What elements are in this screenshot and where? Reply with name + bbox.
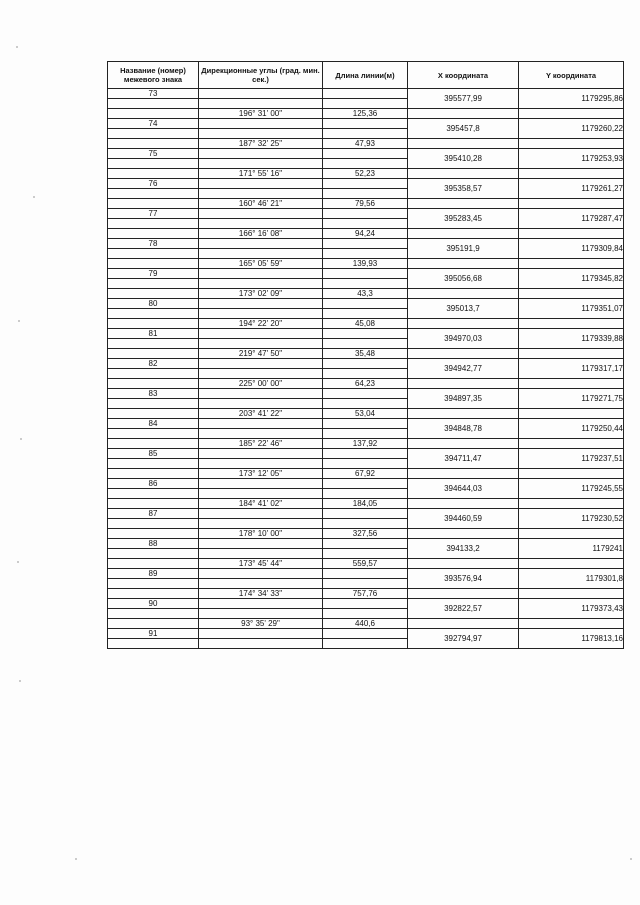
empty-y-cell <box>519 469 624 479</box>
empty-name-cell <box>108 579 199 589</box>
x-coordinate: 395283,45 <box>408 209 519 229</box>
x-coordinate: 394848,78 <box>408 419 519 439</box>
empty-name-cell <box>108 129 199 139</box>
line-length: 64,23 <box>323 379 408 389</box>
point-name: 77 <box>108 209 199 219</box>
empty-length-cell <box>323 369 408 379</box>
x-coordinate: 392794,97 <box>408 629 519 649</box>
header-direction-angle: Дирекционные углы (град. мин. сек.) <box>199 62 323 89</box>
empty-name-cell <box>108 169 199 179</box>
empty-angle-cell <box>199 639 323 649</box>
empty-angle-cell <box>199 299 323 309</box>
empty-length-cell <box>323 519 408 529</box>
empty-length-cell <box>323 329 408 339</box>
y-coordinate: 1179339,88 <box>519 329 624 349</box>
line-length: 440,6 <box>323 619 408 629</box>
direction-angle: 160° 46' 21" <box>199 199 323 209</box>
empty-y-cell <box>519 199 624 209</box>
empty-x-cell <box>408 169 519 179</box>
y-coordinate: 1179261,27 <box>519 179 624 199</box>
empty-name-cell <box>108 469 199 479</box>
point-name: 78 <box>108 239 199 249</box>
empty-y-cell <box>519 229 624 239</box>
empty-name-cell <box>108 549 199 559</box>
empty-y-cell <box>519 409 624 419</box>
segment-row <box>108 499 624 509</box>
x-coordinate: 395191,9 <box>408 239 519 259</box>
empty-angle-cell <box>199 599 323 609</box>
empty-name-cell <box>108 289 199 299</box>
empty-angle-cell <box>199 359 323 369</box>
empty-angle-cell <box>199 239 323 249</box>
empty-name-cell <box>108 249 199 259</box>
empty-y-cell <box>519 589 624 599</box>
empty-name-cell <box>108 139 199 149</box>
segment-row <box>108 559 624 569</box>
direction-angle: 203° 41' 22" <box>199 409 323 419</box>
empty-name-cell <box>108 529 199 539</box>
segment-row <box>108 469 624 479</box>
segment-row <box>108 319 624 329</box>
x-coordinate: 394460,59 <box>408 509 519 529</box>
empty-angle-cell <box>199 609 323 619</box>
empty-length-cell <box>323 219 408 229</box>
empty-angle-cell <box>199 489 323 499</box>
point-name: 76 <box>108 179 199 189</box>
point-row <box>108 539 624 549</box>
empty-length-cell <box>323 449 408 459</box>
empty-angle-cell <box>199 159 323 169</box>
x-coordinate: 395358,57 <box>408 179 519 199</box>
empty-angle-cell <box>199 579 323 589</box>
empty-length-cell <box>323 489 408 499</box>
direction-angle: 174° 34' 33" <box>199 589 323 599</box>
header-line-length: Длина линии(м) <box>323 62 408 89</box>
point-name: 83 <box>108 389 199 399</box>
line-length: 52,23 <box>323 169 408 179</box>
empty-name-cell <box>108 459 199 469</box>
empty-length-cell <box>323 429 408 439</box>
x-coordinate: 395457,8 <box>408 119 519 139</box>
empty-angle-cell <box>199 89 323 99</box>
empty-x-cell <box>408 139 519 149</box>
y-coordinate: 1179309,84 <box>519 239 624 259</box>
empty-x-cell <box>408 469 519 479</box>
empty-length-cell <box>323 309 408 319</box>
empty-length-cell <box>323 89 408 99</box>
empty-name-cell <box>108 439 199 449</box>
empty-y-cell <box>519 259 624 269</box>
direction-angle: 178° 10' 00" <box>199 529 323 539</box>
empty-x-cell <box>408 349 519 359</box>
y-coordinate: 1179287,47 <box>519 209 624 229</box>
line-length: 137,92 <box>323 439 408 449</box>
x-coordinate: 394897,35 <box>408 389 519 409</box>
empty-angle-cell <box>199 149 323 159</box>
point-row <box>108 449 624 459</box>
empty-length-cell <box>323 269 408 279</box>
empty-x-cell <box>408 319 519 329</box>
empty-name-cell <box>108 559 199 569</box>
empty-angle-cell <box>199 449 323 459</box>
direction-angle: 173° 45' 44" <box>199 559 323 569</box>
segment-row <box>108 619 624 629</box>
point-row <box>108 509 624 519</box>
direction-angle: 185° 22' 46" <box>199 439 323 449</box>
point-name: 79 <box>108 269 199 279</box>
empty-angle-cell <box>199 549 323 559</box>
empty-angle-cell <box>199 479 323 489</box>
empty-name-cell <box>108 489 199 499</box>
point-name: 75 <box>108 149 199 159</box>
empty-name-cell <box>108 349 199 359</box>
empty-angle-cell <box>199 99 323 109</box>
segment-row <box>108 109 624 119</box>
empty-x-cell <box>408 589 519 599</box>
empty-angle-cell <box>199 369 323 379</box>
point-row <box>108 149 624 159</box>
empty-length-cell <box>323 189 408 199</box>
point-row <box>108 359 624 369</box>
empty-angle-cell <box>199 329 323 339</box>
line-length: 559,57 <box>323 559 408 569</box>
empty-y-cell <box>519 349 624 359</box>
segment-row <box>108 229 624 239</box>
empty-name-cell <box>108 519 199 529</box>
empty-x-cell <box>408 499 519 509</box>
x-coordinate: 394133,2 <box>408 539 519 559</box>
empty-length-cell <box>323 389 408 399</box>
empty-length-cell <box>323 149 408 159</box>
empty-x-cell <box>408 289 519 299</box>
empty-name-cell <box>108 339 199 349</box>
empty-angle-cell <box>199 179 323 189</box>
y-coordinate: 1179237,51 <box>519 449 624 469</box>
point-name: 74 <box>108 119 199 129</box>
y-coordinate: 1179301,8 <box>519 569 624 589</box>
empty-length-cell <box>323 339 408 349</box>
empty-name-cell <box>108 159 199 169</box>
x-coordinate: 394644,03 <box>408 479 519 499</box>
y-coordinate: 1179260,22 <box>519 119 624 139</box>
point-row <box>108 89 624 99</box>
x-coordinate: 394711,47 <box>408 449 519 469</box>
empty-angle-cell <box>199 339 323 349</box>
empty-name-cell <box>108 369 199 379</box>
empty-x-cell <box>408 559 519 569</box>
y-coordinate: 1179271,75 <box>519 389 624 409</box>
empty-length-cell <box>323 159 408 169</box>
empty-angle-cell <box>199 309 323 319</box>
point-row <box>108 599 624 609</box>
header-y-coordinate: Y координата <box>519 62 624 89</box>
empty-angle-cell <box>199 419 323 429</box>
empty-length-cell <box>323 579 408 589</box>
empty-length-cell <box>323 99 408 109</box>
x-coordinate: 392822,57 <box>408 599 519 619</box>
empty-name-cell <box>108 619 199 629</box>
point-name: 87 <box>108 509 199 519</box>
empty-y-cell <box>519 529 624 539</box>
segment-row <box>108 289 624 299</box>
segment-row <box>108 529 624 539</box>
empty-angle-cell <box>199 129 323 139</box>
segment-row <box>108 379 624 389</box>
empty-name-cell <box>108 189 199 199</box>
point-row <box>108 329 624 339</box>
empty-length-cell <box>323 479 408 489</box>
y-coordinate: 1179245,55 <box>519 479 624 499</box>
direction-angle: 165° 05' 59" <box>199 259 323 269</box>
x-coordinate: 394970,03 <box>408 329 519 349</box>
empty-length-cell <box>323 239 408 249</box>
empty-length-cell <box>323 249 408 259</box>
empty-name-cell <box>108 259 199 269</box>
y-coordinate: 1179317,17 <box>519 359 624 379</box>
empty-angle-cell <box>199 399 323 409</box>
segment-row <box>108 409 624 419</box>
table-body <box>108 89 624 649</box>
empty-length-cell <box>323 299 408 309</box>
y-coordinate: 1179345,82 <box>519 269 624 289</box>
empty-y-cell <box>519 109 624 119</box>
point-name: 91 <box>108 629 199 639</box>
x-coordinate: 395577,99 <box>408 89 519 109</box>
x-coordinate: 395013,7 <box>408 299 519 319</box>
empty-name-cell <box>108 409 199 419</box>
point-name: 82 <box>108 359 199 369</box>
empty-y-cell <box>519 499 624 509</box>
empty-x-cell <box>408 379 519 389</box>
segment-row <box>108 169 624 179</box>
empty-name-cell <box>108 219 199 229</box>
empty-angle-cell <box>199 569 323 579</box>
empty-name-cell <box>108 109 199 119</box>
empty-length-cell <box>323 179 408 189</box>
point-row <box>108 569 624 579</box>
empty-y-cell <box>519 379 624 389</box>
direction-angle: 93° 35' 29" <box>199 619 323 629</box>
point-row <box>108 239 624 249</box>
line-length: 45,08 <box>323 319 408 329</box>
empty-length-cell <box>323 509 408 519</box>
line-length: 53,04 <box>323 409 408 419</box>
empty-length-cell <box>323 129 408 139</box>
direction-angle: 184° 41' 02" <box>199 499 323 509</box>
empty-angle-cell <box>199 249 323 259</box>
x-coordinate: 395056,68 <box>408 269 519 289</box>
y-coordinate: 1179230,52 <box>519 509 624 529</box>
x-coordinate: 394942,77 <box>408 359 519 379</box>
empty-name-cell <box>108 639 199 649</box>
direction-angle: 219° 47' 50" <box>199 349 323 359</box>
line-length: 43,3 <box>323 289 408 299</box>
point-row <box>108 209 624 219</box>
empty-y-cell <box>519 559 624 569</box>
empty-angle-cell <box>199 219 323 229</box>
empty-angle-cell <box>199 269 323 279</box>
boundary-coordinates-table <box>107 61 624 649</box>
empty-y-cell <box>519 319 624 329</box>
empty-length-cell <box>323 209 408 219</box>
line-length: 757,76 <box>323 589 408 599</box>
empty-y-cell <box>519 439 624 449</box>
line-length: 327,56 <box>323 529 408 539</box>
empty-length-cell <box>323 599 408 609</box>
segment-row <box>108 439 624 449</box>
point-name: 85 <box>108 449 199 459</box>
empty-angle-cell <box>199 209 323 219</box>
empty-angle-cell <box>199 509 323 519</box>
segment-row <box>108 199 624 209</box>
point-row <box>108 269 624 279</box>
empty-name-cell <box>108 499 199 509</box>
empty-length-cell <box>323 459 408 469</box>
direction-angle: 196° 31' 00" <box>199 109 323 119</box>
line-length: 139,93 <box>323 259 408 269</box>
point-name: 84 <box>108 419 199 429</box>
empty-length-cell <box>323 629 408 639</box>
segment-row <box>108 589 624 599</box>
point-row <box>108 299 624 309</box>
empty-angle-cell <box>199 189 323 199</box>
empty-length-cell <box>323 399 408 409</box>
y-coordinate: 1179253,93 <box>519 149 624 169</box>
point-row <box>108 119 624 129</box>
empty-name-cell <box>108 199 199 209</box>
empty-length-cell <box>323 569 408 579</box>
line-length: 35,48 <box>323 349 408 359</box>
empty-length-cell <box>323 119 408 129</box>
direction-angle: 225° 00' 00" <box>199 379 323 389</box>
empty-angle-cell <box>199 539 323 549</box>
empty-length-cell <box>323 609 408 619</box>
x-coordinate: 395410,28 <box>408 149 519 169</box>
empty-name-cell <box>108 429 199 439</box>
y-coordinate: 1179373,43 <box>519 599 624 619</box>
empty-y-cell <box>519 289 624 299</box>
empty-name-cell <box>108 379 199 389</box>
y-coordinate: 1179813,16 <box>519 629 624 649</box>
point-name: 90 <box>108 599 199 609</box>
line-length: 125,36 <box>323 109 408 119</box>
y-coordinate: 1179295,86 <box>519 89 624 109</box>
empty-name-cell <box>108 309 199 319</box>
empty-name-cell <box>108 609 199 619</box>
point-name: 88 <box>108 539 199 549</box>
empty-angle-cell <box>199 429 323 439</box>
empty-angle-cell <box>199 279 323 289</box>
empty-name-cell <box>108 229 199 239</box>
empty-angle-cell <box>199 389 323 399</box>
empty-x-cell <box>408 529 519 539</box>
empty-length-cell <box>323 279 408 289</box>
direction-angle: 187° 32' 25" <box>199 139 323 149</box>
direction-angle: 171° 55' 16" <box>199 169 323 179</box>
empty-y-cell <box>519 619 624 629</box>
segment-row <box>108 259 624 269</box>
empty-name-cell <box>108 589 199 599</box>
table-header-row <box>108 62 624 89</box>
y-coordinate: 1179250,44 <box>519 419 624 439</box>
direction-angle: 173° 02' 09" <box>199 289 323 299</box>
direction-angle: 166° 16' 08" <box>199 229 323 239</box>
empty-x-cell <box>408 109 519 119</box>
empty-length-cell <box>323 539 408 549</box>
direction-angle: 194° 22' 20" <box>199 319 323 329</box>
header-point-name: Название (номер) межевого знака <box>108 62 199 89</box>
empty-x-cell <box>408 199 519 209</box>
line-length: 94,24 <box>323 229 408 239</box>
empty-length-cell <box>323 419 408 429</box>
header-x-coordinate: X координата <box>408 62 519 89</box>
empty-angle-cell <box>199 629 323 639</box>
line-length: 184,05 <box>323 499 408 509</box>
empty-y-cell <box>519 169 624 179</box>
point-name: 89 <box>108 569 199 579</box>
empty-name-cell <box>108 399 199 409</box>
empty-y-cell <box>519 139 624 149</box>
point-name: 80 <box>108 299 199 309</box>
point-name: 81 <box>108 329 199 339</box>
point-row <box>108 419 624 429</box>
point-row <box>108 629 624 639</box>
point-name: 73 <box>108 89 199 99</box>
point-name: 86 <box>108 479 199 489</box>
empty-x-cell <box>408 619 519 629</box>
empty-angle-cell <box>199 119 323 129</box>
empty-x-cell <box>408 259 519 269</box>
empty-x-cell <box>408 229 519 239</box>
point-row <box>108 479 624 489</box>
point-row <box>108 389 624 399</box>
y-coordinate: 1179241 <box>519 539 624 559</box>
empty-angle-cell <box>199 519 323 529</box>
empty-name-cell <box>108 279 199 289</box>
segment-row <box>108 139 624 149</box>
empty-name-cell <box>108 319 199 329</box>
y-coordinate: 1179351,07 <box>519 299 624 319</box>
empty-x-cell <box>408 409 519 419</box>
empty-length-cell <box>323 549 408 559</box>
empty-x-cell <box>408 439 519 449</box>
empty-angle-cell <box>199 459 323 469</box>
point-row <box>108 179 624 189</box>
empty-length-cell <box>323 639 408 649</box>
segment-row <box>108 349 624 359</box>
line-length: 67,92 <box>323 469 408 479</box>
direction-angle: 173° 12' 05" <box>199 469 323 479</box>
x-coordinate: 393576,94 <box>408 569 519 589</box>
line-length: 47,93 <box>323 139 408 149</box>
empty-name-cell <box>108 99 199 109</box>
empty-length-cell <box>323 359 408 369</box>
line-length: 79,56 <box>323 199 408 209</box>
